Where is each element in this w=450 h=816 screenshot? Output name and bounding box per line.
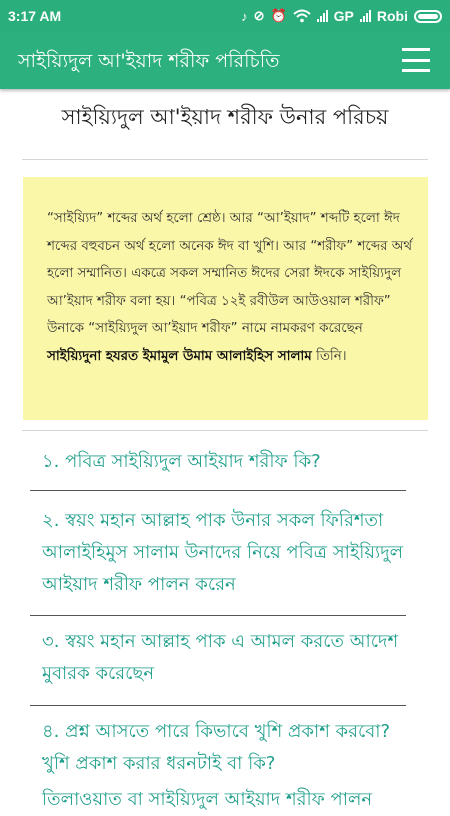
status-icons	[241, 8, 442, 24]
signal-icon	[317, 10, 328, 22]
hamburger-menu-icon[interactable]	[402, 48, 430, 72]
alarm-clock-icon: ⏰	[270, 8, 287, 23]
notification-icon: ♪	[241, 8, 248, 24]
list-item-question-1[interactable]: ১. পবিত্র সাইয়্যিদুল আইয়াদ শরীফ কি?	[42, 451, 321, 472]
page-title: সাইয়্যিদুল আ'ইয়াদ শরীফ উনার পরিচয়	[61, 105, 389, 129]
status-time: 3:17 AM	[8, 8, 62, 24]
battery-icon	[414, 10, 442, 23]
list-item-question-5[interactable]: তিলাওয়াত বা সাইয়্যিদুল আইয়াদ শরীফ পালন	[42, 789, 373, 810]
list-item-question-4[interactable]: ৪. প্রশ্ন আসতে পারে কিভাবে খুশি প্রকাশ করবো? খুশি প্রকাশ করার ধরনটাই বা কি?	[42, 721, 391, 774]
status-bar	[0, 0, 450, 32]
intro-note	[23, 177, 428, 420]
list-item-question-2[interactable]: ২. স্বয়ং মহান আল্লাহ পাক উনার সকল ফিরিশতা আলাইহিমুস সালাম উনাদের নিয়ে পবিত্র সাইয়্যিদুল আইয়াদ শরীফ পালন করেন	[42, 510, 404, 595]
list-divider	[30, 615, 406, 616]
list-divider	[30, 705, 406, 706]
wifi-icon	[293, 9, 311, 23]
title-divider	[22, 159, 428, 160]
app-bar	[0, 32, 450, 89]
signal-icon	[360, 10, 371, 22]
network-name-2: Robi	[376, 8, 408, 24]
note-text: “সাইয়্যিদ” শব্দের অর্থ হলো শ্রেষ্ঠ। আর “আ’ইয়াদ” শব্দটি হলো ঈদ শব্দের বহুবচন অর্থ হলো অনেক ঈদ বা খুশি। আর “শরীফ” শব্দের অর্থ হলো সম্মানিত। একত্রে সকল সম্মানিত ঈদের সেরা ঈদকে সাইয়্যিদুল আ’ইয়াদ শরীফ বলা হয়। “পবিত্র ১২ই রবীউল আউওয়াল শরীফ” উনাকে “সাইয়্যিদুল আ’ইয়াদ শরীফ” নামে নামকরণ করেছেন	[47, 211, 413, 336]
network-name-1: GP	[333, 8, 354, 24]
list-divider	[30, 490, 406, 491]
list-item-question-3[interactable]: ৩. স্বয়ং মহান আল্লাহ পাক এ আমল করতে আদেশ মুবারক করেছেন	[42, 631, 399, 684]
app-title: সাইয়্যিদুল আ'ইয়াদ শরীফ পরিচিতি	[18, 50, 280, 72]
alarm-off-icon: ⊘	[253, 8, 265, 23]
note-bold-text: সাইয়্যিদুনা হযরত ইমামুল উমাম আলাইহিস সালাম	[47, 348, 312, 364]
note-divider	[22, 430, 428, 431]
note-text-end: তিনি।	[311, 348, 347, 364]
